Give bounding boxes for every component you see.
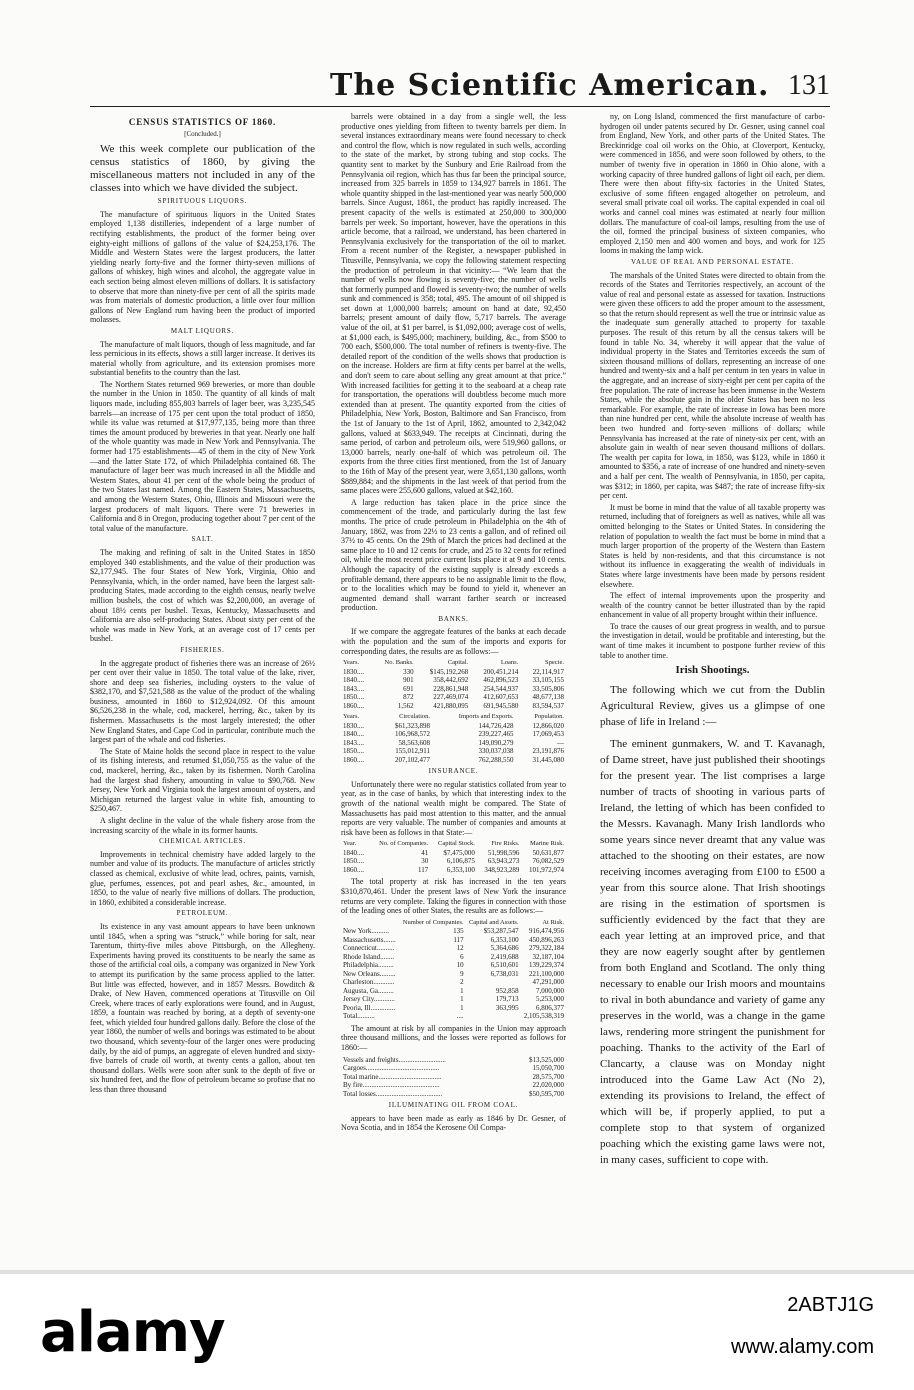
table-cell: 76,082,529: [532, 857, 564, 866]
table-cell: 12: [456, 944, 464, 953]
paragraph: The Northern States returned 969 breweries, or more than double the number in the Union in 1850. The quantity of all kinds of malt liquors made, including 855,803 barrels of lager beer, was 3,235,545 barrels—an increase of 175 per cent upon the total product of 1850, while its value was returned at $17,977,135, being more than three times the amount produced by breweries in that year. Nearly one half of the whole quantity was made in New York and Pennsylvania. The former had 175 establishments—45 of them in the city of New York—and the latter State 172, of which Philadelphia contained 68. The manufacture of lager beer was much increased in all the Middle and Western States, about 41 per cent of the whole being the product of the two States last named. Among the Eastern States, Massachusetts, and among the Western States, Ohio, Illinois and Missouri were the largest producers of malt liquors. There were 71 breweries in California and 8 in Oregon, producing together about 7 per cent of the total value of the manufacture.: [90, 379, 315, 533]
table-cell: 1830....: [343, 721, 364, 730]
table-row: [341, 1073, 566, 1082]
paragraph: In the aggregate product of fisheries there was an increase of 26½ per cent over their value in 1850. The total value of the lake, river, shore and deep sea fisheries, including oysters to the value of $382,170, and $7,521,588 as the value of the product of the whaling business, amounted in 1860 to $12,924,092. Of this amount $6,526,238 in the whale, cod, mackerel, herring, &c., taken by its fishermen. Massachusetts is the most largely interested; the other New England States, and Cape Cod in particular, contribute much the largest part of the whale and cod fisheries.: [90, 658, 315, 745]
table-row: [341, 685, 566, 694]
table-cell: 47,291,000: [532, 978, 564, 987]
paragraph: The amount at risk by all companies in the Union may approach three thousand millions, and the losses were reported as follows for 1860:—: [341, 1023, 566, 1052]
column-header: [341, 919, 399, 928]
table-body: [341, 849, 566, 875]
paragraph: It must be borne in mind that the value of all taxable property was returned, including that of foreigners as well as natives, while all was omitted belonging to the States or United States. In considering the relation of population to wealth the fact must be borne in mind that a much larger proportion of the property of the Western than Eastern States is held by non-residents, and that this circumstance is not without its influence in exaggerating the wealth of individuals in States where large investments have been made by persons resident elsewhere.: [600, 502, 825, 589]
paragraph: The eminent gunmakers, W. and T. Kavanagh, of Dame street, have just published their shootings for the present year. The list comprises a large number of tracts of shooting in various parts of Ireland, the letting of which has been confided to the Messrs. Kavanagh. Many Irish landlords who some years since never dreamt that any value was attached to the shooting on their estates, are now receiving incomes averaging from £100 to £500 a year from this source alone. That Irish shootings are rising in the estimation of sportsmen is sufficiently evidenced by the fact that they are each year letting at an improved price, and that they are now eagerly sought after by gentlemen from both England and Scotland. The only thing necessary to enable our Irish moors and mountains to rival in both abundance and variety of game any preserves in the world, was a change in the game laws, rendering more stringent the punishment for poaching. Thanks to the activity of the Earl of Clancarty, a clause was on Monday night introduced into the Game Law Act (No 2), extending its provisions to Ireland, the effect of which will be, if properly applied, to put a complete stop to that system of organized poaching which the existing game laws were not, in many cases, sufficient to cope with.: [600, 737, 825, 1166]
site-url: www.alamy.com: [731, 1336, 874, 1358]
column-header: Population.: [534, 713, 564, 721]
divider: [0, 1270, 914, 1274]
table-cell: 10: [456, 961, 464, 970]
table-cell: $145,192,268: [429, 667, 469, 676]
table-row: [341, 970, 566, 979]
table-cell: 1843....: [343, 738, 364, 747]
column-header: Marine Risk.: [530, 840, 564, 848]
table-row: [341, 676, 566, 685]
table-cell: 1840....: [343, 676, 364, 685]
table-body: [341, 927, 566, 1021]
section-head-value: VALUE OF REAL AND PERSONAL ESTATE.: [631, 257, 794, 266]
column-header: Years.: [343, 659, 360, 667]
table-cell: 1840....: [343, 848, 364, 857]
watermark-banner: [0, 1270, 914, 1390]
table-row: [341, 1056, 566, 1065]
table-cell: 6,806,377: [536, 1003, 564, 1012]
article-title: CENSUS STATISTICS OF 1860.: [128, 117, 277, 127]
section-head-fisheries: FISHERIES.: [180, 645, 225, 654]
table-cell: 144,726,428: [478, 721, 514, 730]
paragraph: To trace the causes of our great progress in wealth, and to pursue the investigation in detail, would be profitable and interesting, but the want of time makes it incumbent to postpone further review of this table to another time.: [600, 621, 825, 660]
table-cell: 179,713: [495, 995, 519, 1004]
table-cell: 1860....: [343, 865, 364, 874]
column-header: Circulation.: [399, 713, 430, 721]
table-cell: 33,505,806: [532, 684, 564, 693]
table-row: [341, 693, 566, 702]
paragraph: The effect of internal improvements upon the prosperity and wealth of the country cannot be better illustrated than by the rapid enhancement in value of all property brought within their influence.: [600, 591, 825, 620]
concluded-note: [Concluded.]: [184, 129, 221, 138]
table-cell: 872: [403, 693, 414, 702]
table-cell: 106,968,572: [395, 730, 430, 739]
table-cell: By fire............................................: [343, 1081, 440, 1090]
table-cell: 6: [460, 952, 464, 961]
table-cell: 22,114,917: [532, 667, 564, 676]
table-cell: Cargoes..........................................: [343, 1064, 440, 1073]
table-cell: 200,451,214: [483, 667, 519, 676]
table-cell: 239,227,465: [478, 730, 514, 739]
table-cell: Total..........: [343, 1012, 375, 1021]
table-row: [341, 747, 566, 756]
table-cell: 6,353,100: [446, 865, 475, 874]
table-cell: 1,562: [397, 701, 414, 710]
table-cell: 28,575,700: [532, 1072, 564, 1081]
table-row: [341, 987, 566, 996]
table-cell: 1840....: [343, 730, 364, 739]
table-cell: 6,353,100: [490, 935, 519, 944]
alamy-logo: alamy: [40, 1300, 225, 1365]
table-cell: 139,229,374: [529, 961, 564, 970]
column-header: Capital.: [447, 659, 469, 667]
column-header: Years.: [343, 713, 360, 721]
table-header-row: [341, 919, 566, 928]
table-cell: 23,191,876: [532, 747, 564, 756]
table-cell: 348,923,289: [484, 865, 520, 874]
table-cell: 691,945,580: [483, 701, 519, 710]
table-cell: Connecticut..........: [343, 944, 395, 953]
states-table: [341, 919, 566, 1021]
table-cell: 149,090,279: [478, 738, 514, 747]
paragraph: The total property at risk has increased in the ten years $310,870,461. Under the present laws of New York the insurance returns are very complete. Taking the figures in connection with those of the leading ones of other States, the results are as follows:—: [341, 877, 566, 916]
table-cell: 762,288,550: [478, 755, 514, 764]
table-cell: 330: [403, 667, 414, 676]
section-head-insurance: INSURANCE.: [428, 767, 479, 776]
table-cell: 1830....: [343, 667, 364, 676]
table-cell: 952,858: [495, 986, 519, 995]
table-cell: 358,442,692: [433, 676, 469, 685]
column-header: Specie.: [545, 659, 564, 667]
banks-table-2: [341, 713, 566, 764]
table-cell: 228,861,948: [433, 684, 469, 693]
column-header: Imports and Exports.: [458, 713, 514, 721]
table-row: [341, 849, 566, 858]
section-head-malt: MALT LIQUORS.: [170, 326, 235, 335]
table-body: [341, 1056, 566, 1099]
table-row: [341, 1012, 566, 1021]
table-cell: 1: [460, 1003, 464, 1012]
table-cell: [466, 1012, 521, 1021]
column-header: Fire Risks.: [491, 840, 520, 848]
column-header: Year.: [343, 840, 357, 848]
banks-table-1: [341, 659, 566, 710]
table-cell: 41: [421, 848, 429, 857]
paragraph: ny, on Long Island, commenced the first manufacture of carbo-hydrogen oil under patents secured by Dr. Gesner, using cannel coal from England, New York, and other parts of the United States. The Breckinridge coal oil works on the Ohio, at Cloverport, Kentucky, were commenced in 1856, and were soon followed by others, to the number of twenty five in operation in 1860 in Ohio alone, with a working capacity of three hundred gallons of light oil each, per diem. There were then about fifty-six factories in the United States, exclusive of some fifteen engaged altogether on petroleum, and several small private coal oil works. The capital expended in coal oil works and cannel coal mines was estimated at nearly four million dollars. The manufacture of coal-oil lamps, resulting from the use of the oil, formed the principal business of sixteen companies, who employed 2,150 men and 400 women and boys, and work for 125 looms in making the lamp wick.: [600, 112, 825, 256]
table-cell: 450,896,263: [529, 935, 564, 944]
table-row: [341, 739, 566, 748]
table-row: [341, 866, 566, 875]
table-row: [341, 1090, 566, 1099]
table-cell: 6,106,875: [446, 857, 475, 866]
column-1: [90, 112, 315, 1172]
table-cell: 83,594,537: [532, 701, 564, 710]
table-cell: Peoria, Ill..............: [343, 1003, 396, 1012]
paragraph: appears to have been made as early as 1846 by Dr. Gesner, of Nova Scotia, and in 1854 the Kerosene Oil Compa-: [341, 1113, 566, 1133]
table-cell: 2,419,688: [490, 952, 519, 961]
column-2: [341, 112, 566, 1192]
irish-title: Irish Shootings.: [675, 664, 750, 677]
insurance-table: [341, 840, 566, 874]
masthead-rule: [90, 106, 830, 107]
section-head-spirituous: SPIRITUOUS LIQUORS.: [157, 197, 248, 206]
table-cell: 15,050,700: [532, 1064, 564, 1073]
paragraph: Unfortunately there were no regular statistics collated from year to year, as in the case of banks, by which that interesting index to the growth of the national wealth might be compared. The State of Massachusetts has paid most attention to this matter, and the annual reports are very valuable. The number of companies and amounts at risk have been as follows in that State:—: [341, 779, 566, 837]
table-cell: 330,037,038: [478, 747, 514, 756]
table-cell: 32,187,104: [532, 952, 564, 961]
table-cell: 2,105,538,319: [523, 1012, 564, 1021]
table-cell: Philadelphia.........: [343, 961, 394, 970]
masthead-title: The Scientific American.: [330, 68, 770, 103]
table-cell: 412,607,653: [483, 693, 519, 702]
table-cell: Rhode Island........: [343, 952, 395, 961]
section-head-coal: ILLUMINATING OIL FROM COAL.: [388, 1101, 519, 1110]
table-cell: 227,469,074: [433, 693, 469, 702]
table-cell: 7,000,000: [536, 986, 564, 995]
paragraph: A large reduction has taken place in the price since the commencement of the trade, and particularly during the last few months. The price of crude petroleum in Philadelphia on the 4th of January, 1862, was from 22½ to 23 cents a gallon, and of refined oil 37½ to 45 cents. On the 29th of March the prices had declined at the same place to 10 and 12 cents for crude, and 25 to 32 cents for refined oil, while the most recent price current lists place it at 9 and 10 cents. Although the capacity of the existing supply is already exceeds a profitable demand, there appears to be no assignable limit to the flow, or to the localities which may be found to yield it, whenever an augmented demand shall warrant farther search or increased production.: [341, 497, 566, 613]
table-row: [341, 668, 566, 677]
table-row: [341, 730, 566, 739]
paragraph: The making and refining of salt in the United States in 1850 employed 340 establishments, and the value of their production was $2,177,945. The four States of New York, Virginia, Ohio and Pennsylvania, which, in the order named, have been the largest salt-producing States, made according to the eighth census, nearly twelve million bushels, the cost of which was $2,200,000, an average of about 18½ cents per bushel. Texas, Kentucky, Massachusetts and California are also self-producing States. About sixty per cent of the whole was made in New York, at an average cost of 17 cents per bushel.: [90, 547, 315, 644]
paragraph: The following which we cut from the Dublin Agricultural Review, gives us a glimpse of one phase of life in Ireland :—: [600, 683, 825, 728]
table-row: [341, 978, 566, 987]
table-cell: $53,287,547: [483, 927, 519, 936]
irish-shootings-article: [600, 666, 825, 1172]
table-row: [341, 756, 566, 765]
table-cell: 63,943,273: [487, 857, 520, 866]
table-cell: 48,677,138: [532, 693, 564, 702]
table-cell: Vessels and freights...........................: [343, 1055, 446, 1064]
table-cell: New York..........: [343, 927, 389, 936]
table-cell: 901: [403, 676, 414, 685]
lead-paragraph: We this week complete our publication of the census statistics of 1860, by giving the miscellaneous matters not included in any of the classes into which we have divided the subject.: [90, 143, 315, 195]
table-row: [341, 1064, 566, 1073]
table-cell: 9: [460, 969, 464, 978]
table-cell: 1860....: [343, 701, 364, 710]
table-cell: 155,012,911: [395, 747, 430, 756]
paragraph: A slight decline in the value of the whale fishery arose from the increasing scarcity of the whale in its former haunts.: [90, 816, 315, 835]
table-row: [341, 722, 566, 731]
table-cell: 279,322,184: [529, 944, 564, 953]
table-row: [341, 927, 566, 936]
paragraph: The manufacture of malt liquors, though of less magnitude, and far less pernicious in its effects, shows a still larger increase. It derives its material wholly from agriculture, and its extension promises more substantial benefits to the country than the last.: [90, 339, 315, 378]
table-row: [341, 944, 566, 953]
page-number: 131: [788, 70, 830, 101]
table-cell: 1843....: [343, 684, 364, 693]
table-cell: 17,069,453: [532, 730, 564, 739]
table-cell: Total marine....................................: [343, 1072, 442, 1081]
table-cell: 12,866,020: [532, 721, 564, 730]
table-cell: Massachusetts.......: [343, 935, 396, 944]
table-cell: 1860....: [343, 755, 364, 764]
table-row: [341, 995, 566, 1004]
table-cell: 254,544,937: [483, 684, 519, 693]
table-cell: 58,563,608: [398, 738, 430, 747]
column-header: Loans.: [500, 659, 519, 667]
table-cell: $50,595,700: [529, 1089, 564, 1098]
table-cell: 221,100,000: [529, 969, 564, 978]
table-row: [341, 936, 566, 945]
table-cell: —: [557, 738, 564, 747]
table-cell: 31,445,080: [532, 755, 564, 764]
table-cell: $61,323,898: [395, 721, 430, 730]
table-cell: 916,474,956: [529, 927, 564, 936]
column-header: No. of Companies.: [379, 840, 429, 848]
section-head-chemical: CHEMICAL ARTICLES.: [159, 837, 246, 846]
table-row: [341, 857, 566, 866]
table-cell: 462,896,523: [483, 676, 519, 685]
paragraph: Its existence in any vast amount appears to have been unknown until 1845, when a spring was “struck,” while boring for salt, near Tarentum, thirty-five miles above Pittsburgh, on the Allegheny. Experiments having proved its constituents to be nearly the same as those of the artificial coal oils, a company was organized in New York to attempt its purification by the same process applied to the latter. But little was effected, however, and in 1857 Messrs. Bowditch & Drake, of New Haven, commenced operations at Titusville on Oil Creek, where traces of early explorations were found, and in August, 1859, a fountain was reached by boring, at a depth of seventy-one feet, which yielded four hundred gallons daily. Before the close of the year 1860, the number of wells and borings was estimated to be about two thousand, which seventy-four of the larger ones were producing daily, by the aid of pumps, an aggregate of eleven hundred and sixty-five barrels of crude oil worth, at twenty cents a gallon, about ten thousand dollars. Wells were soon after sunk to the depth of five or six hundred feet, and the flow of petroleum became so profuse that no less than three thousand: [90, 921, 315, 1095]
table-header-row: [341, 713, 566, 722]
table-cell: 30: [421, 857, 429, 866]
table-row: [341, 1081, 566, 1090]
table-cell: 6,738,031: [490, 969, 519, 978]
paragraph: Improvements in technical chemistry have added largely to the number and value of its products. The manufacture of articles strictly classed as chemical, exclusive of white lead, ochres, paints, varnish, glue, perfumes, essences, pot and pearl ashes, &c., amounted, in 1850, to the value of nearly five millions of dollars. The production, in 1860, exhibited a considerable increase.: [90, 849, 315, 907]
table-cell: 1: [460, 995, 464, 1004]
paragraph: If we compare the aggregate features of the banks at each decade with the population and the sum of the imports and exports for corresponding dates, the results are as follows:—: [341, 627, 566, 656]
table-row: [341, 953, 566, 962]
table-cell: [466, 978, 521, 987]
paragraph: The State of Maine holds the second place in respect to the value of its fishing interests, and returned $1,050,755 as the value of the cod, mackerel, herring, &c., taken by its fishermen. North Carolina had the largest shad fishery, amounting in value to $90,768. New Jersey, New York and Virginia took the largest amount of oysters, and Michigan returned the largest value in white fish, amounting to $250,467.: [90, 746, 315, 814]
table-cell: 33,105,155: [532, 676, 564, 685]
paragraph: The marshals of the United States were directed to obtain from the records of the States and Territories respectively, an account of the value of real and personal estate as assessed for taxation. Instructions were given these officers to add the proper amount to the assessment, so that the return should represent as well the true or intrinsic value as the inadequate sum generally attached to property for taxable purposes. The result of this return by all the census takers will be found in table No. 34, whereby it will appear that the value of individual property in the States and Territories exceeds the sum of sixteen thousand millions of dollars, representing an increase of one hundred and twenty-six and a half per centum in ten years in value in the aggregate, and an increase of sixty-eight per cent per capita of the free population. The rate of increase has been immense in the Western States, while the absolute gain in the older States has been no less remarkable. For example, the rate of increase in Iowa has been more than nine hundred per cent, while the absolute increase of wealth has been two hundred and forty-seven millions of dollars; while Pennsylvania has increased at the rate of ninety-six per cent, with an absolute gain in wealth of near seven thousand millions of dollars. The wealth per capita for Iowa, in 1850, was $123, while in 1860 it amounted to $356, a rate of increase of one hundred and ninety-seven and a half per cent. The wealth of Pennsylvania, in 1850, per capita, was $312; in 1860, per capita, was $487; the rate of increase fifty-six per cent.: [600, 270, 825, 501]
column-3: [600, 112, 825, 1172]
table-cell: 421,880,095: [433, 701, 469, 710]
table-header-row: [341, 840, 566, 849]
table-row: [341, 961, 566, 970]
table-cell: 51,998,596: [487, 848, 520, 857]
table-cell: 691: [403, 684, 414, 693]
table-body: [341, 722, 566, 765]
table-cell: 101,972,974: [529, 865, 564, 874]
section-head-petroleum: PETROLEUM.: [176, 909, 229, 918]
table-row: [341, 702, 566, 711]
table-row: [341, 1004, 566, 1013]
losses-table: [341, 1056, 566, 1099]
column-header: At Risk.: [542, 918, 564, 926]
section-head-salt: SALT.: [191, 535, 214, 544]
table-cell: $13,525,000: [529, 1055, 564, 1064]
table-cell: 5,364,686: [490, 944, 519, 953]
column-header: Capital Stock.: [438, 840, 475, 848]
table-cell: 5,253,000: [536, 995, 564, 1004]
table-cell: 363,995: [495, 1003, 519, 1012]
table-cell: Augusta, Ga.........: [343, 986, 394, 995]
table-cell: 207,102,477: [395, 755, 430, 764]
table-cell: 22,020,000: [532, 1081, 564, 1090]
image-id: 2ABTJ1G: [787, 1294, 874, 1316]
table-cell: 117: [453, 935, 464, 944]
table-cell: 6,510,601: [490, 961, 519, 970]
table-cell: 1850....: [343, 747, 364, 756]
table-cell: 2: [460, 978, 464, 987]
table-body: [341, 668, 566, 711]
paragraph: The manufacture of spirituous liquors in the United States employed 1,138 distilleries, independent of a large number of rectifying establishments, the product of the former being over eighty-eight millions of gallons of the value of $24,253,176. The Middle and Western States were the largest producers, the latter yielding nearly forty-five and the former thirty-seven millions of gallons of whiskey, high wines and alcohol, the aggregate value in each section being almost eleven millions of dollars. It is satisfactory to observe that more than ninety-five per cent of all the spirits made was from materials of domestic production, a little over four million gallons of New England rum having been the product of imported molasses.: [90, 209, 315, 325]
table-cell: $7,475,000: [443, 848, 475, 857]
column-header: Capital and Assets.: [468, 918, 519, 926]
table-cell: Charleston............: [343, 978, 395, 987]
paragraph: barrels were obtained in a day from a single well, the less productive ones yielding from fifteen to twenty barrels per diem. In several instances extraordinary means were found necessary to check and control the flow, which is now regulated in such wells, according to the state of the market, by strong tubing and stop cocks. The quantity sent to market by the Sunbury and Erie Railroad from the Pennsylvania oil region, which has thus far been the principal source, increased from 325 barrels in 1859 to 134,927 barrels in 1861. The whole quantity shipped in the last-mentioned year was nearly 500,000 barrels. Since August, 1861, the product has rapidly increased. The present capacity of the wells is estimated at 250,000 to 300,000 barrels per week. So important, however, have the operations in this article become, that a railroad, we understand, has been chartered in Pennsylvania exclusively for the transportation of the oil to market. From a recent number of the Register, a newspaper published in Titusville, Pennsylvania, we copy the following statement respecting the production of petroleum in that vicinity:— “We learn that the number of wells now flowing is seventy-five; the number of wells that formerly pumped and flowed is seventy-two; the number of wells sunk and commenced is 358; total, 495. The amount of oil shipped is set down at 1,000,000 barrels; amount on hand at date, 92,450 barrels; present amount of daily flow, 5,717 barrels. The average value of the oil, at $1 per barrel, is $1,092,000; average cost of wells, at $1,000 each, is $495,000; machinery, building, &c., from $500 to 700 each, $500,000. The total number of refiners is twenty-five. The detailed report of the condition of the wells shows that production is on the increase. Holders are firm at fifty cents per barrel at the wells, and don't seem to care about selling any great amount at that price.” With increased facilities for getting it to the seaboard at a cheap rate for transportation, the operations will doubtless become much more extended than at present. The quantity exported from the cities of Philadelphia, New York, Boston, Baltimore and San Francisco, from the 1st of January to the 1st of April, 1862, amounted to 2,342,042 gallons, valued at $633,949. The receipts at Cincinnati, during the same period, of carbon and petroleum oils, were 519,960 gallons, or 13,000 barrels, nearly one-half of which was petroleum oil. The exports from the three cities first mentioned, from the 1st of January to the 16th of May of the present year, were 3,651,130 gallons, worth $889,884; and the shipments in the last week of that period from the same places were 255,600 gallons, valued at $42,160.: [341, 112, 566, 496]
table-cell: 135: [453, 927, 464, 936]
table-cell: 117: [417, 865, 429, 874]
table-cell: 50,631,877: [532, 848, 564, 857]
table-cell: 1: [460, 986, 464, 995]
table-header-row: [341, 659, 566, 668]
section-head-banks: BANKS.: [438, 614, 469, 623]
table-cell: ....: [456, 1012, 464, 1021]
table-cell: 1850....: [343, 693, 364, 702]
table-cell: Jersey City............: [343, 995, 395, 1004]
column-header: No. Banks.: [384, 659, 414, 667]
column-header: Number of Companies.: [402, 918, 464, 926]
table-cell: 1850....: [343, 857, 364, 866]
table-cell: Total losses......................................: [343, 1089, 443, 1098]
table-cell: New Orleans.........: [343, 969, 396, 978]
masthead: [90, 62, 830, 112]
